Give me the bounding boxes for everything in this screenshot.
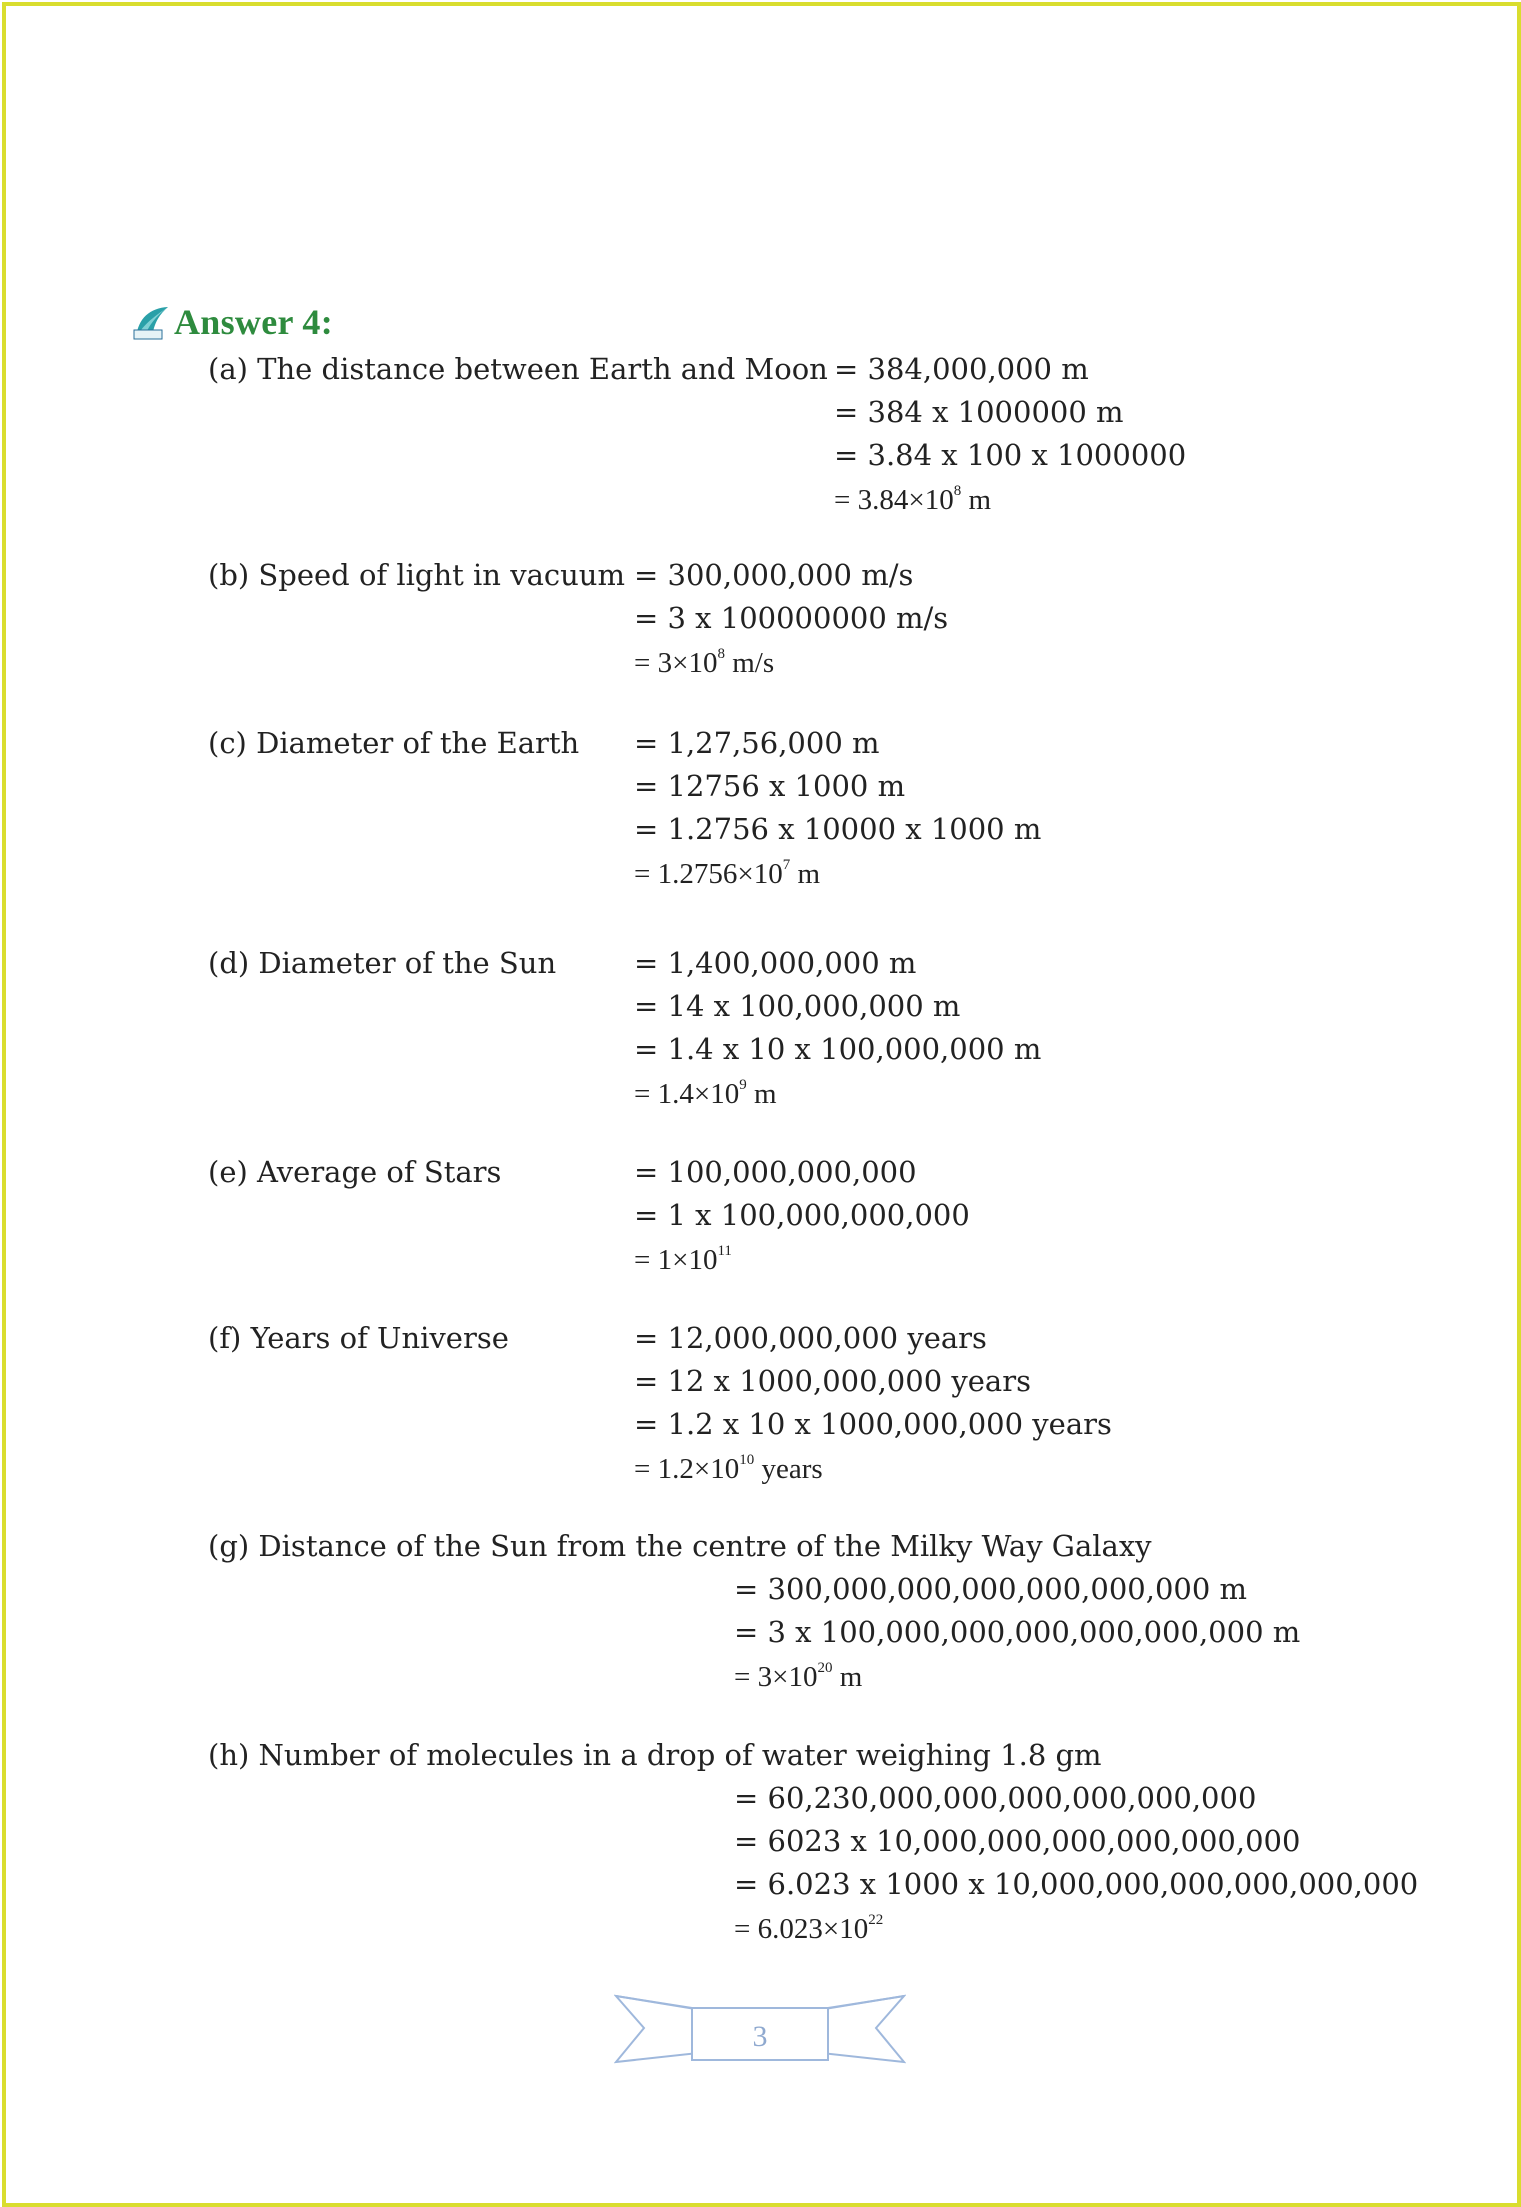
equation-scientific: = $6.023\times 10^{22}$ bbox=[734, 1912, 884, 1945]
equation-step: = 3.84 x 100 x 1000000 bbox=[834, 438, 1187, 472]
logo-icon bbox=[132, 304, 170, 340]
equation-step: = 384 x 1000000 m bbox=[834, 395, 1124, 429]
equation-scientific: = $1.4\times 10^9$ m bbox=[634, 1077, 777, 1110]
answer-heading bbox=[132, 301, 333, 343]
item-label: (a) The distance between Earth and Moon bbox=[208, 352, 828, 386]
equation-step: = 60,230,000,000,000,000,000,000 bbox=[734, 1781, 1257, 1815]
equation-step: = 1 x 100,000,000,000 bbox=[634, 1198, 970, 1232]
equation-scientific: = $1.2\times 10^{10}$ years bbox=[634, 1452, 823, 1485]
equation-step: = 1.4 x 10 x 100,000,000 m bbox=[634, 1032, 1042, 1066]
item-label: (c) Diameter of the Earth bbox=[208, 726, 580, 760]
item-label: (f) Years of Universe bbox=[208, 1321, 509, 1355]
equation-step: = 1,400,000,000 m bbox=[634, 946, 917, 980]
equation-step: = 12,000,000,000 years bbox=[634, 1321, 987, 1355]
equation-scientific: = $3.84\times 10^8$ m bbox=[834, 483, 992, 516]
equation-scientific: = $1\times 10^{11}$ bbox=[634, 1243, 732, 1276]
equation-scientific: = $3\times 10^8$ m/s bbox=[634, 646, 775, 679]
equation-step: = 384,000,000 m bbox=[834, 352, 1089, 386]
equation-scientific: = $3\times 10^{20}$ m bbox=[734, 1660, 863, 1693]
equation-step: = 3 x 100,000,000,000,000,000,000 m bbox=[734, 1615, 1301, 1649]
item-label: (g) Distance of the Sun from the centre of the Milky Way Galaxy bbox=[208, 1529, 1152, 1563]
equation-step: = 12756 x 1000 m bbox=[634, 769, 906, 803]
equation-step: = 1.2 x 10 x 1000,000,000 years bbox=[634, 1407, 1112, 1441]
equation-step: = 100,000,000,000 bbox=[634, 1155, 917, 1189]
equation-step: = 6.023 x 1000 x 10,000,000,000,000,000,000 bbox=[734, 1867, 1419, 1901]
equation-step: = 300,000,000,000,000,000,000 m bbox=[734, 1572, 1248, 1606]
page-number: 3 bbox=[752, 2020, 768, 2053]
item-label: (e) Average of Stars bbox=[208, 1155, 502, 1189]
item-label: (h) Number of molecules in a drop of water weighing 1.8 gm bbox=[208, 1738, 1102, 1772]
answer-title: Answer 4: bbox=[174, 302, 334, 342]
item-label: (b) Speed of light in vacuum bbox=[208, 558, 625, 592]
equation-step: = 14 x 100,000,000 m bbox=[634, 989, 961, 1023]
equation-step: = 1,27,56,000 m bbox=[634, 726, 880, 760]
equation-step: = 300,000,000 m/s bbox=[634, 558, 914, 592]
equation-scientific: = $1.2756\times 10^7$ m bbox=[634, 857, 821, 890]
equation-step: = 3 x 100000000 m/s bbox=[634, 601, 949, 635]
equation-step: = 12 x 1000,000,000 years bbox=[634, 1364, 1031, 1398]
equation-step: = 6023 x 10,000,000,000,000,000,000 bbox=[734, 1824, 1301, 1858]
item-label: (d) Diameter of the Sun bbox=[208, 946, 557, 980]
equation-step: = 1.2756 x 10000 x 1000 m bbox=[634, 812, 1042, 846]
